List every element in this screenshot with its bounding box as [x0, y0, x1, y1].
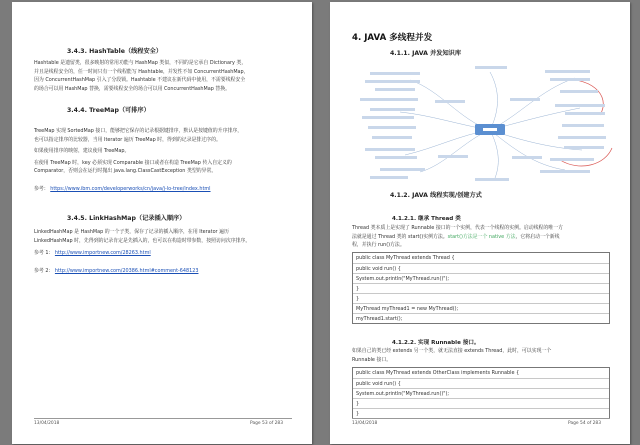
text-line: 的场合可以用 HashMap 替换，需要线程安全的场合可以用 ConcurrentHashMap 替换。 [34, 85, 231, 92]
code-line: System.out.println("MyThread.run()"); [353, 273, 609, 283]
text-line: LinkedHashMap 时，先得到的记录肯定是先插入的，也可以在构造时带参数，按照访问次序排序。 [34, 237, 251, 244]
text-line: Hashtable 是遗留类，很多映射的常用功能与 HashMap 类似，不同的是它承自 Dictionary 类， [34, 60, 247, 66]
section-heading-thread-creation: 4.1.2. JAVA 线程实现/创建方式 [390, 192, 482, 199]
footer-date: 13/04/2018 [352, 421, 378, 426]
text-line: 也可以指定排序的比较器，当用 Iterator 遍历 TreeMap 时，得到的记录是排过序的。 [34, 136, 221, 143]
code-line: MyThread myThread1 = new MyThread(); [353, 303, 609, 313]
code-line: public class MyThread extends Thread { [356, 255, 455, 261]
chapter-title: 4. JAVA 多线程并发 [352, 33, 433, 43]
left-page [12, 2, 312, 444]
text-line: TreeMap 实现 SortedMap 接口，能够把它保存的记录根据键排序，默认是按键值的升序排序， [34, 128, 243, 134]
text-line [352, 233, 563, 242]
footer-divider [34, 418, 292, 419]
code-line: System.out.println("MyThread.run()"); [353, 388, 609, 398]
code-line: } [353, 398, 609, 408]
text-line: Thread 类本质上是实现了 Runnable 接口的一个实例，代表一个线程的实例。启动线程的唯一方 [352, 225, 563, 231]
subsection-heading-runnable: 4.1.2.2. 实现 Runnable 接口。 [392, 340, 480, 346]
right-page [330, 2, 630, 444]
text-line: 如果自己的类已经 extends 另一个类，就无法直接 extends Thread，此时，可以实现一个 [352, 348, 552, 354]
text-line: 因为 ConcurrentHashMap 引入了分段锁。Hashtable 不建议在新代码中使用，不需要线程安全 [34, 77, 246, 84]
reference-link[interactable]: http://www.importnew.com/28263.html [54, 250, 151, 256]
code-line: } [353, 283, 609, 293]
section-heading-treemap: 3.4.4. TreeMap（可排序） [67, 107, 150, 114]
linkhashmap-reference-1 [34, 249, 151, 256]
extend-thread-paragraph [352, 224, 563, 250]
code-line: public void run() { [353, 378, 609, 388]
text-line: Comparator，否则会在运行时抛出 java.lang.ClassCastException 类型的异常。 [34, 168, 217, 175]
mind-map-figure [350, 60, 618, 186]
text-line: 并且是线程安全的，任一时间只有一个线程能写 Hashtable，并发性不如 ConcurrentHashMap， [34, 68, 249, 75]
text-fragment: 法就是通过 Thread 类的 start()实例方法。 [352, 233, 448, 240]
reference-label: 参考： [34, 186, 49, 192]
footer-date: 13/04/2018 [34, 421, 60, 426]
linkhashmap-paragraph [34, 228, 250, 245]
treemap-reference [34, 185, 211, 192]
code-block-extend-thread [352, 252, 610, 324]
footer-page-number: Page 54 of 283 [568, 421, 602, 426]
code-line: public class MyThread extends OtherClass implements Runnable { [356, 370, 520, 376]
text-line: 在使用 TreeMap 时，key 必须实现 Comparable 接口或者在构造 TreeMap 传入自定义的 [34, 159, 232, 166]
code-line: } [353, 293, 609, 303]
text-fragment: ，它将启动一个新线 [515, 233, 560, 240]
hashtable-paragraph [34, 59, 249, 93]
section-heading-linkhashmap: 3.4.5. LinkHashMap（记录插入顺序） [67, 215, 186, 222]
code-line: myThread1.start(); [353, 313, 609, 323]
text-line: Runnable 接口。 [352, 356, 392, 363]
reference-link[interactable]: https://www.ibm.com/developerworks/cn/java/j-lo-tree/index.html [50, 186, 211, 192]
runnable-paragraph [352, 347, 551, 364]
linkhashmap-reference-2 [34, 267, 198, 274]
reference-link[interactable]: http://www.importnew.com/20386.html#comment-648123 [54, 268, 199, 274]
treemap-paragraph [34, 127, 242, 176]
text-line: 程，并执行 run()方法。 [352, 242, 405, 249]
subsection-heading-extend-thread: 4.1.2.1. 继承 Thread 类 [392, 216, 461, 222]
code-line: public void run() { [353, 263, 609, 273]
section-heading-hashtable: 3.4.3. HashTable（线程安全） [67, 48, 163, 55]
code-block-runnable [352, 367, 610, 419]
reference-label: 参考 1： [34, 250, 54, 256]
highlighted-text: start()方法是一个 native 方法 [447, 233, 516, 240]
code-line: } [353, 408, 609, 418]
section-heading-knowledge-base: 4.1.1. JAVA 并发知识库 [390, 50, 462, 57]
footer-divider [352, 418, 610, 419]
reference-label: 参考 2： [34, 268, 54, 274]
footer-page-number: Page 53 of 283 [250, 421, 284, 426]
text-line: LinkedHashMap 是 HashMap 的一个子类，保存了记录的插入顺序，在用 Iterator 遍历 [34, 229, 229, 235]
text-line: 如果使用排序的映射，建议使用 TreeMap。 [34, 148, 130, 155]
